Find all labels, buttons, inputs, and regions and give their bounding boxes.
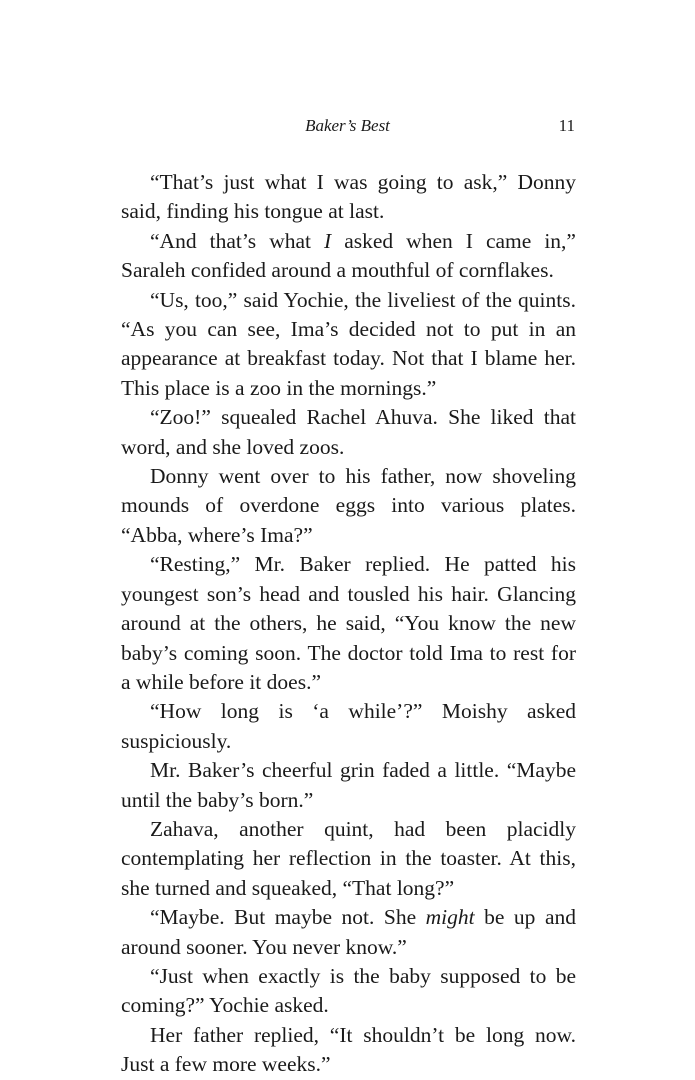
running-title: Baker’s Best <box>305 116 390 135</box>
paragraph-2-emphasis: I <box>324 228 332 253</box>
paragraph-10-emphasis: might <box>425 905 475 930</box>
paragraph-1-text: “That’s just what I was going to ask,” Donny said, finding his tongue at last. <box>121 170 576 224</box>
paragraph-5 <box>121 462 576 550</box>
paragraph-4-text: “Zoo!” squealed Rachel Ahuva. She liked that word, and she loved zoos. <box>121 405 576 459</box>
paragraph-10-before: “Maybe. But maybe not. She <box>150 905 426 930</box>
paragraph-2 <box>121 227 576 286</box>
paragraph-12-text: Her father replied, “It shouldn’t be long now. Just a few more weeks.” <box>121 1022 576 1077</box>
paragraph-6-text: “Resting,” Mr. Baker replied. He patted his youngest son’s head and tousled his hair. Glancing around at the others, he said, “You know the new baby’s coming soon. The doctor told Ima to rest for a while before it does.” <box>121 552 576 694</box>
paragraph-2-after: asked when I came in,” Saraleh confided around a mouthful of cornflakes. <box>121 228 576 283</box>
page-number: 11 <box>558 116 575 135</box>
paragraph-10-after: be up and around sooner. You never know.” <box>121 905 576 959</box>
paragraph-9 <box>121 815 576 903</box>
paragraph-10 <box>121 903 576 962</box>
body-text <box>121 168 576 1080</box>
paragraph-3 <box>121 286 576 404</box>
paragraph-11-text: “Just when exactly is the baby supposed to be coming?” Yochie asked. <box>121 963 576 1018</box>
paragraph-4 <box>121 403 576 462</box>
paragraph-1 <box>121 168 576 227</box>
paragraph-8-text: Mr. Baker’s cheerful grin faded a little. “Maybe until the baby’s born.” <box>121 758 576 812</box>
paragraph-6 <box>121 550 576 697</box>
paragraph-8 <box>121 756 576 815</box>
paragraph-7 <box>121 697 576 756</box>
running-header <box>0 114 695 138</box>
paragraph-2-before: “And that’s what <box>150 228 325 253</box>
paragraph-3-text: “Us, too,” said Yochie, the liveliest of the quints. “As you can see, Ima’s decided not to put in an appearance at breakfast today. Not that I blame her. This place is a zoo in the mornings.” <box>121 287 576 400</box>
paragraph-12 <box>121 1021 576 1080</box>
paragraph-7-text: “How long is ‘a while’?” Moishy asked suspiciously. <box>121 699 576 753</box>
paragraph-11 <box>121 962 576 1021</box>
paragraph-5-text: Donny went over to his father, now shoveling mounds of overdone eggs into various plates. “Abba, where’s Ima?” <box>121 464 576 547</box>
paragraph-9-text: Zahava, another quint, had been placidly contemplating her reflection in the toaster. At this, she turned and squeaked, “That long?” <box>121 816 576 900</box>
